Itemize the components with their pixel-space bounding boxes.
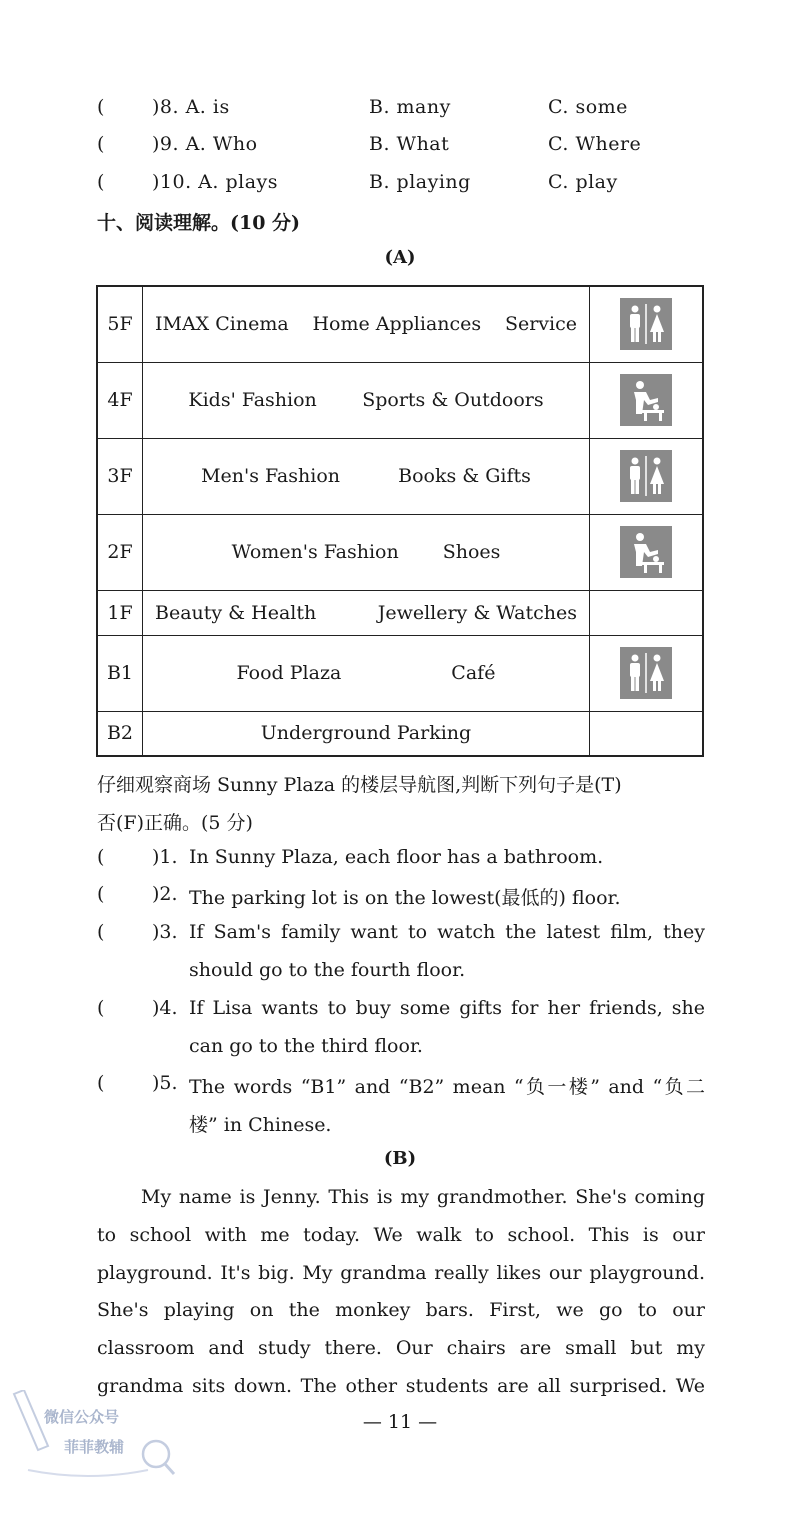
passage-line: playground. It's big. My grandma really likes our playground. bbox=[97, 1262, 705, 1284]
tf-1-text: In Sunny Plaza, each floor has a bathroom. bbox=[189, 846, 604, 868]
restroom-icon bbox=[620, 298, 672, 350]
floor-row-b2 bbox=[97, 711, 703, 756]
store-name: Kids' Fashion bbox=[188, 389, 317, 411]
floor-label: 4F bbox=[97, 362, 143, 438]
tf-3-text-line-1: If Sam's family want to watch the latest film, they bbox=[189, 921, 705, 943]
floor-label: B1 bbox=[97, 635, 143, 711]
passage-line: classroom and study there. Our chairs are small but my bbox=[97, 1337, 705, 1359]
floor-label: 1F bbox=[97, 590, 143, 635]
tf-4-paren: ( bbox=[97, 997, 105, 1019]
floor-label: B2 bbox=[97, 711, 143, 756]
part-a-label: (A) bbox=[384, 247, 416, 268]
store-name: Home Appliances bbox=[312, 313, 482, 336]
passage-line: to school with me today. We walk to school. This is our bbox=[97, 1224, 705, 1246]
floor-row-5f bbox=[97, 286, 703, 362]
tf-4-number: )4. bbox=[152, 997, 178, 1019]
tf-3-paren: ( bbox=[97, 921, 105, 943]
restroom-icon bbox=[620, 450, 672, 502]
passage-line: She's playing on the monkey bars. First, we go to our bbox=[97, 1299, 705, 1321]
tf-4-text-line-1: If Lisa wants to buy some gifts for her friends, she bbox=[189, 997, 705, 1019]
tf-5-text-line-1: The words “B1” and “B2” mean “负一楼” and “负二 bbox=[189, 1076, 705, 1098]
store-name: Underground Parking bbox=[260, 722, 472, 745]
baby-change-icon bbox=[620, 526, 672, 578]
mcq-8-option-c: C. some bbox=[548, 96, 628, 118]
mcq-10-paren: ( bbox=[97, 171, 105, 193]
mcq-10-option-c: C. play bbox=[548, 171, 618, 193]
mcq-9-option-c: C. Where bbox=[548, 133, 642, 155]
mcq-10-option-a: )10. A. plays bbox=[152, 171, 279, 193]
floor-row-4f bbox=[97, 362, 703, 438]
tf-5-paren: ( bbox=[97, 1072, 105, 1094]
store-name: Café bbox=[451, 662, 496, 684]
baby-change-icon bbox=[620, 374, 672, 426]
tf-1-paren: ( bbox=[97, 846, 105, 868]
tf-1-number: )1. bbox=[152, 846, 178, 868]
floor-directory-table bbox=[96, 285, 704, 757]
mcq-9-option-b: B. What bbox=[369, 133, 450, 155]
floor-label: 2F bbox=[97, 514, 143, 590]
mcq-8-option-b: B. many bbox=[369, 96, 451, 118]
tf-4-text-line-2: can go to the third floor. bbox=[189, 1035, 423, 1057]
page-number: — 11 — bbox=[362, 1411, 438, 1433]
tf-2-paren: ( bbox=[97, 883, 105, 905]
store-name: IMAX Cinema bbox=[155, 313, 289, 336]
store-name: Beauty & Health bbox=[155, 601, 317, 624]
tf-3-number: )3. bbox=[152, 921, 178, 943]
instruction-line-2: 否(F)正确。(5 分) bbox=[97, 812, 253, 834]
store-name: Sports & Outdoors bbox=[362, 389, 544, 411]
watermark-line-2: 菲菲教辅 bbox=[64, 1438, 125, 1456]
mcq-9-paren: ( bbox=[97, 133, 105, 155]
tf-5-text-line-2: 楼” in Chinese. bbox=[189, 1114, 332, 1136]
floor-row-2f bbox=[97, 514, 703, 590]
section-title: 十、阅读理解。(10 分) bbox=[97, 212, 301, 234]
watermark bbox=[8, 1390, 178, 1480]
tf-5-number: )5. bbox=[152, 1072, 178, 1094]
floor-row-1f bbox=[97, 590, 703, 635]
floor-label: 3F bbox=[97, 438, 143, 514]
floor-row-b1 bbox=[97, 635, 703, 711]
tf-3-text-line-2: should go to the fourth floor. bbox=[189, 959, 466, 981]
tf-2-text: The parking lot is on the lowest(最低的) floor. bbox=[189, 887, 621, 909]
store-name: Shoes bbox=[442, 541, 501, 563]
mcq-8-paren: ( bbox=[97, 96, 105, 118]
mcq-8-option-a: )8. A. is bbox=[152, 96, 230, 118]
watermark-pencil-icon bbox=[8, 1390, 178, 1480]
passage-line: grandma sits down. The other students are all surprised. We bbox=[97, 1375, 705, 1397]
floor-row-3f bbox=[97, 438, 703, 514]
tf-2-number: )2. bbox=[152, 883, 178, 905]
store-name: Service bbox=[504, 313, 577, 336]
passage-line: My name is Jenny. This is my grandmother. She's coming bbox=[141, 1186, 705, 1208]
store-name: Jewellery & Watches bbox=[377, 601, 577, 624]
store-name: Men's Fashion bbox=[201, 465, 341, 487]
instruction-line-1: 仔细观察商场 Sunny Plaza 的楼层导航图,判断下列句子是(T) bbox=[97, 774, 622, 796]
store-name: Food Plaza bbox=[236, 662, 342, 684]
mcq-10-option-b: B. playing bbox=[369, 171, 471, 193]
floor-label: 5F bbox=[97, 286, 143, 362]
part-b-label: (B) bbox=[383, 1148, 417, 1169]
store-name: Books & Gifts bbox=[398, 465, 531, 487]
mcq-9-option-a: )9. A. Who bbox=[152, 133, 258, 155]
store-name: Women's Fashion bbox=[231, 541, 399, 563]
restroom-icon bbox=[620, 647, 672, 699]
watermark-line-1: 微信公众号 bbox=[44, 1408, 120, 1426]
